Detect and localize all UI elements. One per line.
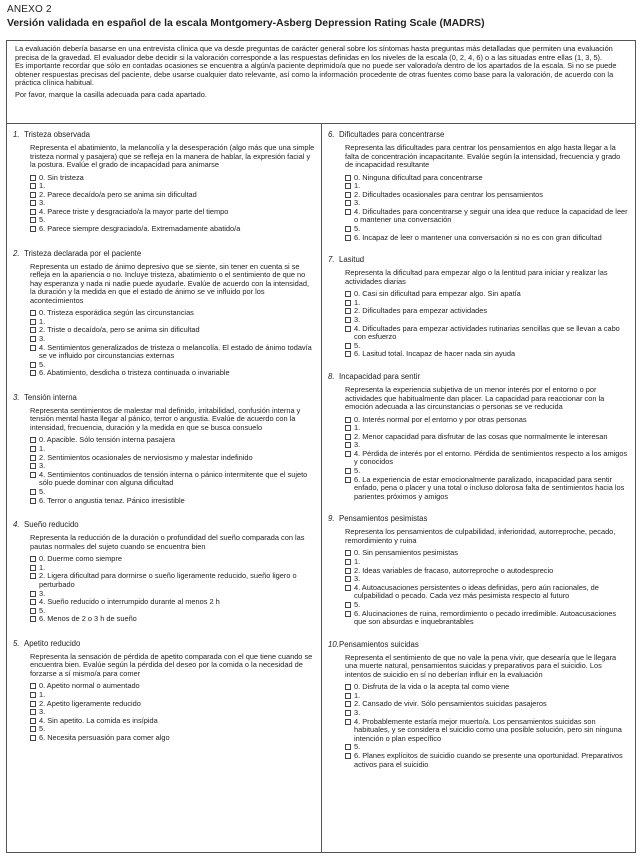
option-label: 1.: [354, 297, 361, 307]
option-row[interactable]: [345, 234, 629, 243]
annex-label: ANEXO 2: [7, 4, 52, 15]
option-label: 5.: [354, 340, 361, 350]
option-label: 1.: [39, 444, 46, 453]
option-checkbox[interactable]: [345, 183, 351, 189]
item-number: 4.: [13, 520, 20, 530]
option-checkbox[interactable]: [30, 701, 36, 707]
option-row[interactable]: [345, 718, 629, 744]
option-checkbox[interactable]: [345, 559, 351, 565]
option-label: 0. Sin pensamientos pesimistas: [354, 548, 458, 558]
option-row[interactable]: [345, 191, 629, 200]
option-checkbox[interactable]: [345, 291, 351, 297]
option-checkbox[interactable]: [345, 602, 351, 608]
option-row[interactable]: [30, 454, 315, 463]
item-number: 2.: [13, 248, 20, 258]
item-name: Tristeza declarada por el paciente: [24, 248, 142, 258]
option-row[interactable]: [30, 555, 315, 564]
left-column: [7, 124, 322, 852]
option-label: 2. Parece decaído/a pero se anima sin dificultad: [39, 189, 197, 199]
option-label: 2. Menor capacidad para disfrutar de las cosas que normalmente le interesan: [354, 431, 608, 441]
option-row[interactable]: [345, 584, 629, 601]
item-number: 3.: [13, 392, 20, 402]
option-label: 0. Ninguna dificultad para concentrarse: [354, 172, 483, 182]
page-title: Versión validada en español de la escala Montgomery-Asberg Depression Rating Scale (MADRS): [7, 18, 485, 29]
item-name: Lasitud: [339, 255, 365, 265]
option-checkbox[interactable]: [30, 370, 36, 376]
item-heading: [13, 639, 315, 648]
option-list: [345, 174, 629, 243]
option-checkbox[interactable]: [345, 226, 351, 232]
item-tension-interna: [13, 393, 315, 505]
option-checkbox[interactable]: [345, 308, 351, 314]
option-checkbox[interactable]: [345, 468, 351, 474]
option-label: 1.: [354, 181, 361, 191]
right-column: [322, 124, 635, 852]
item-heading: [13, 130, 315, 139]
option-label: 1.: [354, 690, 361, 700]
item-name: Dificultades para concentrarse: [339, 130, 445, 139]
option-checkbox[interactable]: [30, 683, 36, 689]
option-row[interactable]: [30, 191, 315, 200]
option-row[interactable]: [30, 717, 315, 726]
option-row[interactable]: [345, 325, 629, 342]
option-checkbox[interactable]: [345, 568, 351, 574]
item-name: Sueño reducido: [24, 520, 79, 530]
item-description: Representa la dificultad para empezar algo o la lentitud para iniciar y realizar las actividades diarias: [345, 268, 608, 286]
option-label: 6. Parece siempre desgraciado/a. Extremadamente abatido/a: [39, 224, 241, 234]
option-checkbox[interactable]: [30, 319, 36, 325]
option-checkbox[interactable]: [345, 434, 351, 440]
option-label: 0. Sin tristeza: [39, 172, 84, 182]
option-checkbox[interactable]: [345, 585, 351, 591]
item-sueno-reducido: [13, 520, 315, 624]
option-label: 5.: [39, 215, 46, 225]
option-checkbox[interactable]: [30, 472, 36, 478]
item-pensamientos-pesimistas: [328, 514, 629, 626]
item-lasitud: [328, 255, 629, 359]
item-name: Pensamientos pesimistas: [339, 514, 428, 524]
option-label: 1.: [354, 423, 361, 433]
option-checkbox[interactable]: [345, 235, 351, 241]
option-label: 4. Autoacusaciones persistentes o ideas definidas, pero aún racionales, de culpabilidad o pecado. Cada vez más pesimista respecto al futuro: [354, 582, 599, 601]
option-row[interactable]: [30, 497, 315, 506]
option-checkbox[interactable]: [345, 300, 351, 306]
option-label: 2. Sentimientos ocasionales de nerviosismo y malestar indefinido: [39, 452, 253, 462]
option-checkbox[interactable]: [345, 611, 351, 617]
option-label: 6. Incapaz de leer o mantener una conversación si no es con gran dificultad: [354, 232, 602, 242]
option-checkbox[interactable]: [345, 175, 351, 181]
option-row[interactable]: [30, 471, 315, 488]
option-list: [345, 290, 629, 359]
item-description: Representa la experiencia subjetiva de un menor interés por el entorno o por actividades que habitualmente dan placer. La capacidad para reaccionar con la emoción adecuada a las circunstancias o personas se ve reducida: [345, 385, 605, 411]
option-label: 4. Parece triste y desgraciado/a la mayor parte del tiempo: [39, 206, 229, 216]
option-checkbox[interactable]: [30, 200, 36, 206]
option-checkbox[interactable]: [345, 417, 351, 423]
option-label: 3.: [39, 707, 46, 717]
item-tristeza-observada: [13, 130, 315, 234]
option-row[interactable]: [30, 598, 315, 607]
option-label: 0. Duerme como siempre: [39, 554, 122, 564]
option-label: 5.: [354, 600, 361, 609]
option-list: [30, 555, 315, 624]
option-checkbox[interactable]: [345, 209, 351, 215]
option-checkbox[interactable]: [345, 710, 351, 716]
option-row[interactable]: [30, 700, 315, 709]
option-list: [345, 683, 629, 769]
option-checkbox[interactable]: [345, 477, 351, 483]
item-number: 7.: [328, 255, 335, 265]
option-checkbox[interactable]: [345, 317, 351, 323]
option-checkbox[interactable]: [30, 573, 36, 579]
option-checkbox[interactable]: [30, 608, 36, 614]
option-checkbox[interactable]: [30, 183, 36, 189]
option-label: 5.: [39, 486, 46, 496]
option-row[interactable]: [345, 476, 629, 502]
item-heading: [13, 249, 315, 258]
option-label: 3.: [354, 708, 361, 718]
option-row[interactable]: [30, 326, 315, 335]
item-name: Tristeza observada: [24, 130, 91, 139]
option-row[interactable]: [345, 416, 629, 425]
item-name: Tensión interna: [24, 392, 77, 402]
option-list: [345, 549, 629, 626]
option-label: 4. Dificultades para concentrarse y seguir una idea que reduce la capacidad de leer o mantener una conversación: [354, 206, 628, 225]
option-label: 4. Sentimientos generalizados de tristeza o melancolía. El estado de ánimo todavía se ve influido por circunstancias externas: [39, 342, 312, 361]
option-row[interactable]: [30, 734, 315, 743]
option-row[interactable]: [30, 344, 315, 361]
option-label: 4. Pérdida de interés por el entorno. Pérdida de sentimientos respecto a los amigos y conocidos: [354, 448, 628, 467]
option-label: 0. Interés normal por el entorno y por otras personas: [354, 414, 527, 424]
option-checkbox[interactable]: [345, 192, 351, 198]
option-checkbox[interactable]: [345, 701, 351, 707]
option-row[interactable]: [345, 290, 629, 299]
option-label: 6. Lasitud total. Incapaz de hacer nada sin ayuda: [354, 349, 516, 359]
instructions-box: [7, 41, 635, 124]
option-label: 2. Ideas variables de fracaso, autorreproche o autodesprecio: [354, 565, 554, 575]
option-checkbox[interactable]: [30, 226, 36, 232]
option-label: 2. Ligera dificultad para dormirse o sueño ligeramente reducido, sueño ligero o perturbado: [39, 571, 297, 589]
option-label: 5.: [354, 224, 361, 234]
option-row[interactable]: [30, 208, 315, 217]
option-checkbox[interactable]: [345, 684, 351, 690]
option-checkbox[interactable]: [30, 498, 36, 504]
option-row[interactable]: [30, 309, 315, 318]
option-checkbox[interactable]: [30, 327, 36, 333]
option-row[interactable]: [345, 700, 629, 709]
item-description: Representa un estado de ánimo depresivo que se siente, sin tener en cuenta si se refleja en la apariencia o no. Incluye tristeza, abatimiento o el sentimiento de que no hay esperanza y nada ni nadie puede ayudarle. Evalúe de acuerdo con la intensidad, la duración y la medida en que el estado de ánimo se ve influido por los acontecimientos: [30, 261, 309, 305]
item-number: 6.: [328, 130, 335, 139]
item-heading: [328, 255, 629, 264]
option-label: 1.: [39, 316, 46, 326]
option-label: 0. Apacible. Sólo tensión interna pasajera: [39, 435, 175, 445]
option-checkbox[interactable]: [30, 718, 36, 724]
option-label: 0. Disfruta de la vida o la acepta tal como viene: [354, 682, 510, 692]
option-row[interactable]: [30, 174, 315, 183]
option-checkbox[interactable]: [345, 326, 351, 332]
option-label: 5.: [354, 742, 361, 752]
instructions-paragraph: Es importante recordar que sólo en contadas ocasiones se encuentra a algún/a paciente deprimido/a que no puede ser valorado/a dentro de los apartados de la escala. Si no se puede obtener respuestas precisas del paciente, debe usarse cualquier dato relevante, así como la información procedente de otras fuentes como base para la valoración, de acuerdo con la práctica clínica habitual.: [15, 61, 617, 88]
item-number: 1.: [13, 130, 20, 139]
option-checkbox[interactable]: [30, 217, 36, 223]
item-apetito-reducido: [13, 639, 315, 743]
option-checkbox[interactable]: [345, 550, 351, 556]
option-label: 5.: [39, 724, 46, 734]
option-list: [345, 416, 629, 502]
item-name: Incapacidad para sentir: [339, 372, 421, 381]
option-checkbox[interactable]: [30, 175, 36, 181]
option-label: 6. Menos de 2 o 3 h de sueño: [39, 614, 137, 624]
option-label: 3.: [39, 588, 46, 598]
option-label: 5.: [39, 605, 46, 615]
option-checkbox[interactable]: [345, 753, 351, 759]
option-checkbox[interactable]: [345, 576, 351, 582]
item-name: Pensamientos suicidas: [339, 639, 419, 649]
option-label: 1.: [354, 557, 361, 567]
option-checkbox[interactable]: [30, 489, 36, 495]
item-heading: [328, 640, 629, 649]
option-label: 1.: [39, 690, 46, 699]
option-label: 3.: [39, 198, 46, 208]
madrs-form: [6, 40, 636, 853]
item-number: 10.: [328, 639, 339, 649]
item-description: Representa la reducción de la duración o profundidad del sueño comparada con las pautas normales del sujeto cuando se encuentra bien: [30, 533, 305, 551]
option-checkbox[interactable]: [30, 345, 36, 351]
option-label: 6. Necesita persuasión para comer algo: [39, 732, 170, 742]
option-checkbox[interactable]: [30, 446, 36, 452]
item-description: Representa sentimientos de malestar mal definido, irritabilidad, confusión interna y tensión mental hasta llegar al pánico, terror o angustia. Evalúe de acuerdo con la intensidad, frecuencia, duración y la medida en que se busca consuelo: [30, 405, 301, 432]
option-label: 4. Sueño reducido o interrumpido durante al menos 2 h: [39, 597, 220, 607]
option-label: 6. Alucinaciones de ruina, remordimiento o pecado irredimible. Autoacusaciones que son absurdas e inquebrantables: [354, 608, 617, 627]
option-checkbox[interactable]: [30, 310, 36, 316]
option-row[interactable]: [30, 369, 315, 378]
option-checkbox[interactable]: [30, 565, 36, 571]
item-number: 8.: [328, 372, 335, 381]
option-checkbox[interactable]: [30, 616, 36, 622]
option-row[interactable]: [345, 307, 629, 316]
option-label: 2. Triste o decaído/a, pero se anima sin dificultad: [39, 325, 200, 335]
option-label: 2. Dificultades ocasionales para centrar los pensamientos: [354, 189, 543, 199]
option-label: 2. Dificultades para empezar actividades: [354, 306, 488, 316]
option-label: 4. Sentimientos continuados de tensión interna o pánico intermitente que el sujeto sólo puede dominar con alguna dificultad: [39, 469, 308, 488]
option-row[interactable]: [345, 350, 629, 359]
option-checkbox[interactable]: [345, 425, 351, 431]
option-checkbox[interactable]: [345, 442, 351, 448]
option-checkbox[interactable]: [30, 591, 36, 597]
option-checkbox[interactable]: [345, 200, 351, 206]
option-list: [30, 682, 315, 742]
option-label: 2. Apetito ligeramente reducido: [39, 698, 141, 708]
item-tristeza-declarada: [13, 249, 315, 378]
item-heading: [328, 130, 629, 139]
option-row[interactable]: [345, 683, 629, 692]
option-label: 5.: [354, 466, 361, 476]
option-label: 6. Terror o angustia tenaz. Pánico irresistible: [39, 495, 185, 505]
option-label: 3.: [39, 461, 46, 471]
option-row[interactable]: [345, 549, 629, 558]
item-description: Representa el abatimiento, la melancolía y la desesperación (algo más que una simple tristeza normal y pasajera) que se refleja en la manera de hablar, la expresión facial y la postura. Evalúe el grado de incapacidad para animarse: [30, 143, 315, 169]
option-label: 1.: [39, 562, 46, 572]
option-row[interactable]: [345, 208, 629, 225]
option-checkbox[interactable]: [30, 455, 36, 461]
item-heading: [328, 372, 629, 381]
item-heading: [328, 514, 629, 523]
item-name: Apetito reducido: [24, 638, 81, 648]
option-row[interactable]: [345, 567, 629, 576]
option-row[interactable]: [30, 225, 315, 234]
item-incapacidad-sentir: [328, 372, 629, 501]
option-row[interactable]: [30, 615, 315, 624]
item-dificultades-concentrarse: [328, 130, 629, 242]
option-row[interactable]: [30, 436, 315, 445]
option-label: 3.: [354, 574, 361, 584]
option-checkbox[interactable]: [30, 209, 36, 215]
item-description: Representa los pensamientos de culpabilidad, inferioridad, autorreproche, pecado, remordimiento y ruina: [345, 527, 616, 545]
option-checkbox[interactable]: [345, 343, 351, 349]
option-label: 5.: [39, 359, 46, 369]
option-label: 4. Sin apetito. La comida es insípida: [39, 715, 158, 725]
option-checkbox[interactable]: [30, 556, 36, 562]
item-heading: [13, 520, 315, 529]
item-heading: [13, 393, 315, 402]
option-label: 6. Abatimiento, desdicha o tristeza continuada o invariable: [39, 368, 230, 378]
option-checkbox[interactable]: [30, 336, 36, 342]
option-label: 3.: [354, 440, 361, 450]
item-description: Representa la sensación de pérdida de apetito comparada con el que tiene cuando se encuentra bien. Evalúe según la pérdida del deseo por la comida o la necesidad de forzarse a sí mismo/a para comer: [30, 651, 313, 678]
option-checkbox[interactable]: [30, 726, 36, 732]
option-list: [30, 174, 315, 234]
option-checkbox[interactable]: [30, 362, 36, 368]
option-checkbox[interactable]: [345, 693, 351, 699]
option-label: 1.: [39, 181, 46, 191]
option-row[interactable]: [345, 433, 629, 442]
option-label: 0. Apetito normal o aumentado: [39, 681, 140, 691]
item-description: Representa el sentimiento de que no vale la pena vivir, que desearía que le llegara una muerte natural, pensamientos suicidas y preparativos para el suicidio. Los intentos de suicidio en sí no deberían influir en la evaluación: [345, 652, 617, 679]
option-checkbox[interactable]: [345, 351, 351, 357]
option-label: 6. La experiencia de estar emocionalmente paralizado, incapacidad para sentir enfado, pena o placer y una total o incluso dolorosa falta de sentimientos hacia los parientes próximos y amigos: [354, 474, 625, 501]
option-checkbox[interactable]: [345, 744, 351, 750]
option-label: 0. Tristeza esporádica según las circunstancias: [39, 308, 194, 318]
option-label: 2. Cansado de vivir. Sólo pensamientos suicidas pasajeros: [354, 699, 547, 709]
option-row[interactable]: [30, 682, 315, 691]
option-label: 3.: [354, 315, 361, 325]
option-row[interactable]: [345, 752, 629, 769]
option-row[interactable]: [345, 174, 629, 183]
item-description: Representa las dificultades para centrar los pensamientos en algo hasta llegar a la falta de concentración incapacitante. Evalúe según la intensidad, frecuencia y grado de incapacidad resultante: [345, 143, 621, 169]
option-checkbox[interactable]: [30, 599, 36, 605]
option-checkbox[interactable]: [345, 719, 351, 725]
item-number: 9.: [328, 514, 335, 524]
option-checkbox[interactable]: [30, 709, 36, 715]
option-label: 4. Probablemente estaría mejor muerto/a. Los pensamientos suicidas son habituales, y se considera el suicidio como una posible solución, pero sin ninguna intención o plan específico: [354, 716, 622, 743]
option-row[interactable]: [345, 450, 629, 467]
item-number: 5.: [13, 638, 20, 648]
instructions-paragraph: La evaluación debería basarse en una entrevista clínica que va desde preguntas de carácter general sobre los síntomas hasta preguntas más detalladas que permiten una evaluación precisa de la gravedad. El evaluador debe decidir si la valoración corresponde a las respuestas definidas en los niveles de la escala (0, 2, 4, 6) o a las situadas entre ellas (1, 3, 5).: [15, 44, 613, 62]
option-checkbox[interactable]: [30, 192, 36, 198]
option-checkbox[interactable]: [30, 692, 36, 698]
option-list: [30, 436, 315, 505]
option-label: 0. Casi sin dificultad para empezar algo. Sin apatía: [354, 289, 521, 299]
option-checkbox[interactable]: [30, 437, 36, 443]
option-list: [30, 309, 315, 378]
option-label: 3.: [354, 198, 361, 208]
instructions-paragraph: Por favor, marque la casilla adecuada para cada apartado.: [15, 89, 207, 99]
item-pensamientos-suicidas: [328, 640, 629, 769]
option-row[interactable]: [345, 610, 629, 627]
option-label: 6. Planes explícitos de suicidio cuando se presente una oportunidad. Preparativos activos para el suicidio: [354, 751, 623, 769]
option-checkbox[interactable]: [30, 463, 36, 469]
option-checkbox[interactable]: [30, 735, 36, 741]
option-checkbox[interactable]: [345, 451, 351, 457]
option-label: 4. Dificultades para empezar actividades rutinarias sencillas que se llevan a cabo con esfuerzo: [354, 323, 620, 342]
option-row[interactable]: [30, 572, 315, 589]
option-label: 3.: [39, 333, 46, 343]
